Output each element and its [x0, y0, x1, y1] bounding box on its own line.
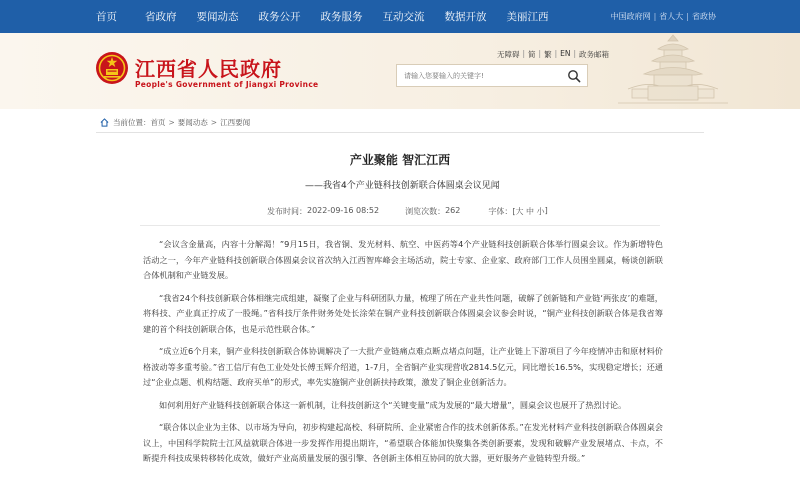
- nav-item-beautiful-jiangxi[interactable]: 美丽江西: [506, 11, 549, 23]
- nav-item-home[interactable]: 首页: [96, 11, 117, 23]
- breadcrumb-news[interactable]: 要闻动态: [177, 118, 208, 127]
- link-provincial-cppcc[interactable]: 省政协: [692, 12, 716, 21]
- separator: |: [653, 12, 657, 21]
- breadcrumb-home[interactable]: 首页: [150, 118, 166, 127]
- search-input[interactable]: [397, 72, 557, 80]
- divider: [96, 132, 704, 133]
- font-size-label: 字体：[: [488, 207, 516, 216]
- paragraph: “成立近6个月来，铜产业科技创新联合体协调解决了一大批产业链痛点难点断点堵点问题，让产业链上下游项目了今年疫情冲击和原材料价格波动等多重考验。”省工信厅有色工业处处长傅玉辉介绍道，1-7月，全省铜产业实现营收2814.5亿元，同比增长16.5%，实现稳定增长；还通过“企业点题、机构结题、政府买单”的形式，率先实施铜产业创新扶持政策，激发了铜企业创新活力。: [143, 346, 663, 387]
- site-logo-title[interactable]: 江西省人民政府: [135, 57, 282, 81]
- tengwang-pavilion-illustration: [618, 33, 728, 109]
- link-simplified[interactable]: 简: [528, 50, 536, 59]
- nav-item-gov-affairs-open[interactable]: 政务公开: [258, 11, 301, 23]
- nav-item-provincial-gov[interactable]: 省政府: [145, 11, 177, 23]
- paragraph: 如何利用好产业链科技创新联合体这一新机制，让科技创新这个“关键变量”成为发展的“最大增量”，圆桌会议也展开了热烈讨论。: [159, 399, 627, 410]
- link-gov-email[interactable]: 政务邮箱: [578, 50, 609, 59]
- national-emblem-icon: [95, 51, 129, 85]
- site-header: [0, 33, 800, 109]
- font-size-small[interactable]: 小: [536, 207, 545, 216]
- article-subtitle: ——我省4个产业链科技创新联合体圆桌会议见闻: [305, 181, 500, 191]
- views-count: 262: [445, 206, 461, 215]
- article-title: 产业聚能 智汇江西: [349, 153, 451, 167]
- link-china-gov[interactable]: 中国政府网: [610, 12, 651, 21]
- separator: |: [686, 12, 689, 21]
- published-label: 发布时间：: [267, 207, 307, 216]
- font-size-large[interactable]: 大: [515, 207, 524, 216]
- top-nav-bar: [0, 0, 800, 33]
- meta-divider: [140, 225, 660, 226]
- published-date: 2022-09-16 08:52: [307, 206, 380, 215]
- link-provincial-congress[interactable]: 省人大: [659, 12, 684, 21]
- font-size-medium[interactable]: 中: [526, 207, 535, 216]
- paragraph: “会议含金量高，内容十分解渴！”9月15日，我省铜、发光材料、航空、中医药等4个产业链科技创新联合体举行圆桌会议。作为新增特色活动之一，今年产业链科技创新联合体圆桌会议首次纳入江西智库峰会主场活动，院士专家、企业家、政府部门工作人员围坐圆桌，畅谈创新联合体机制和产业链发展。: [143, 239, 663, 280]
- main-nav: [96, 0, 569, 33]
- breadcrumb: 当前位置： 首页 > 要闻动态 > 江西要闻: [100, 117, 250, 128]
- link-accessibility[interactable]: 无障碍: [497, 50, 520, 59]
- breadcrumb-prefix: 当前位置：: [113, 118, 151, 127]
- header-utility-links: 无障碍 | 简 | 繁 | EN | 政务邮箱: [497, 49, 609, 59]
- paragraph: “联合体以企业为主体、以市场为导向，初步构建起高校、科研院所、企业紧密合作的技术创新体系。”在发光材料产业科技创新联合体圆桌会议上，中国科学院院士江风益就联合体进一步发挥作用提出期许，“希望联合体能加快聚集各类创新要素，发现和破解产业发展堵点、卡点，不断提升科技成果转移转化成效，做好产业高质量发展的强引擎、各创新主体相互协同的放大器，更好服务产业链转型升级。”: [143, 422, 663, 463]
- article-body: [143, 237, 663, 474]
- home-icon: [100, 118, 109, 127]
- search-icon[interactable]: [567, 69, 581, 83]
- nav-item-news[interactable]: 要闻动态: [196, 11, 239, 23]
- top-right-links: [611, 0, 716, 33]
- search-box: [396, 64, 588, 87]
- nav-item-open-data[interactable]: 数据开放: [444, 11, 487, 23]
- link-traditional[interactable]: 繁: [544, 50, 552, 59]
- article-meta: 发布时间： 2022-09-16 08:52 浏览次数： 262 字体：[ 大 中 小 ]: [267, 206, 548, 216]
- nav-item-interaction[interactable]: 互动交流: [382, 11, 425, 23]
- views-label: 浏览次数：: [405, 207, 446, 216]
- site-logo-subtitle: People's Government of Jiangxi Province: [135, 80, 319, 89]
- breadcrumb-jiangxi-news[interactable]: 江西要闻: [220, 118, 251, 127]
- nav-item-gov-services[interactable]: 政务服务: [320, 11, 363, 23]
- paragraph: “我省24个科技创新联合体相继完成组建，凝聚了企业与科研团队力量，梳理了所在产业共性问题，破解了创新链和产业链‘两张皮’的难题，将科技、产业真正拧成了一股绳。”省科技厅条件财务处处长涂荣在铜产业科技创新联合体圆桌会议参会时说，“铜产业科技创新联合体是我省筹建的首个科技创新联合体，也是示范性联合体。”: [143, 292, 663, 334]
- link-english[interactable]: EN: [560, 49, 571, 58]
